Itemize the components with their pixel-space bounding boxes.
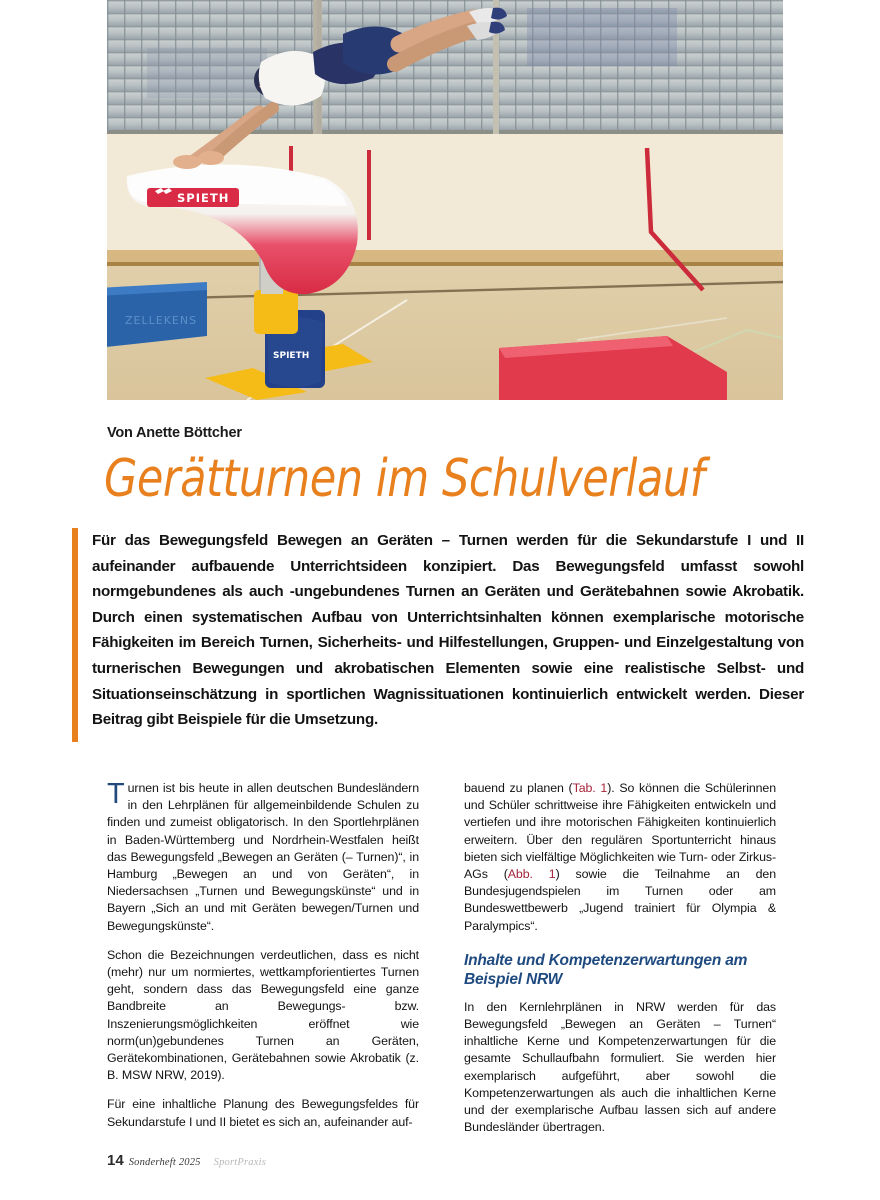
paragraph-right-1b: ). So können die Schülerinnen und Schüler schrittweise ihre Fähigkeiten entwickeln und vertiefen und ihre motorischen Fähigkeiten kontinuierlich erweitern. Über den regulären Sportunterricht hinaus bieten sich vielfältige Möglichkeiten wie Turn- oder Zirkus-AGs ( [464, 781, 777, 882]
svg-text:SPIETH: SPIETH [177, 191, 230, 205]
paragraph-left-2: Schon die Bezeichnungen verdeutlichen, dass es nicht (mehr) nur um normiertes, wettkampforientiertes Turnen geht, sondern dass das Bewegungsfeld eine ganze Bandbreite an Bewegungs- bzw. Inszenierungsmöglichkeiten eröffnet wie norm(un)gebundenes Turnen an Geräten, Gerätekombinationen, Gerätebahnen sowie Akrobatik (z. B. MSW NRW, 2019). [107, 947, 419, 1083]
paragraph-left-1 [107, 780, 419, 935]
gymnast-vault-illustration [107, 0, 783, 400]
paragraph-right-1 [464, 780, 776, 935]
lead-block [72, 528, 810, 733]
svg-text:SPIETH: SPIETH [273, 351, 310, 361]
column-right [464, 780, 776, 1136]
paragraph-left-3: Für eine inhaltliche Planung des Bewegungsfeldes für Sekundarstufe I und II bietet es sich an, aufeinander auf- [107, 1097, 419, 1129]
paragraph-right-1c: ) sowie die Teilnahme an den Bundesjugendspielen im Turnen oder am Bundeswettbewerb „Jugend trainiert für Olympia & Paralympics“. [464, 867, 776, 933]
figure-reference[interactable]: Abb. 1 [507, 867, 556, 882]
dropcap: T [107, 778, 125, 810]
body-columns [107, 778, 783, 1135]
table-reference[interactable]: Tab. 1 [572, 781, 608, 795]
paragraph-left-1-text: urnen ist bis heute in allen deutschen Bundesländern in den Lehrplänen für allgemeinbildende Schulen zu finden und zumeist obligatorisch. In den Sportlehrplänen in Baden-Württemberg und Nordrhein-Westfalen heißt das Bewegungsfeld „Bewegen an Geräten (– Turnen)“, in Hamburg „Bewegen an und von Geräten“, in Niedersachsen „Turnen und Bewegungskünste“ und in Bayern „Sich an und mit Geräten bewegen/Turnen und Bewegungskünste“. [107, 781, 419, 933]
footer-brand: SportPraxis [213, 1157, 266, 1168]
svg-text:ZELLEKENS: ZELLEKENS [125, 314, 198, 327]
lead-paragraph: Für das Bewegungsfeld Bewegen an Geräten – Turnen werden für die Sekundarstufe I und II aufeinander aufbauende Unterrichtsideen konzipiert. Das Bewegungsfeld umfasst sowohl normgebundenes als auch -ungebundenes Turnen an Geräten und Gerätebahnen sowie Akrobatik. Durch einen systematischen Aufbau von Unterrichtsinhalten können exemplarische motorische Fähigkeiten im Bereich Turnen, Sicherheits- und Hilfestellungen, Gruppen- und Einzelgestaltung von turnerischen Bewegungen und akrobatischen Elementen sowie eine realistische Selbst- und Situationseinschätzung in sportlichen Wagnissituationen kontinuierlich entwickelt werden. Dieser Beitrag gibt Beispiele für die Umsetzung. [92, 532, 804, 729]
column-left [107, 780, 419, 1131]
section-heading: Inhalte und Kompetenzerwartungen am Beispiel NRW [464, 951, 748, 989]
accent-bar [72, 528, 78, 742]
hero-photo [107, 0, 783, 400]
page-title: Gerätturnen im Schulverlauf [104, 449, 705, 509]
paragraph-right-1a: bauend zu planen ( [464, 781, 573, 795]
byline: Von Anette Böttcher [107, 425, 242, 441]
page-footer [107, 1152, 266, 1169]
footer-issue: Sonderheft 2025 [128, 1157, 201, 1168]
paragraph-right-2: In den Kernlehrplänen in NRW werden für das Bewegungsfeld „Bewegen an Geräten – Turnen“ inhaltliche Kerne und Kompetenzerwartungen für die gesamte Schullaufbahn formuliert. Sie werden hier exemplarisch aufgeführt, aber sowohl die Kompetenzerwartungen als auch die inhaltlichen Kerne und der exemplarische Aufbau lassen sich auf andere Bundesländer übertragen. [464, 999, 776, 1135]
footer-page-number: 14 [107, 1152, 124, 1169]
